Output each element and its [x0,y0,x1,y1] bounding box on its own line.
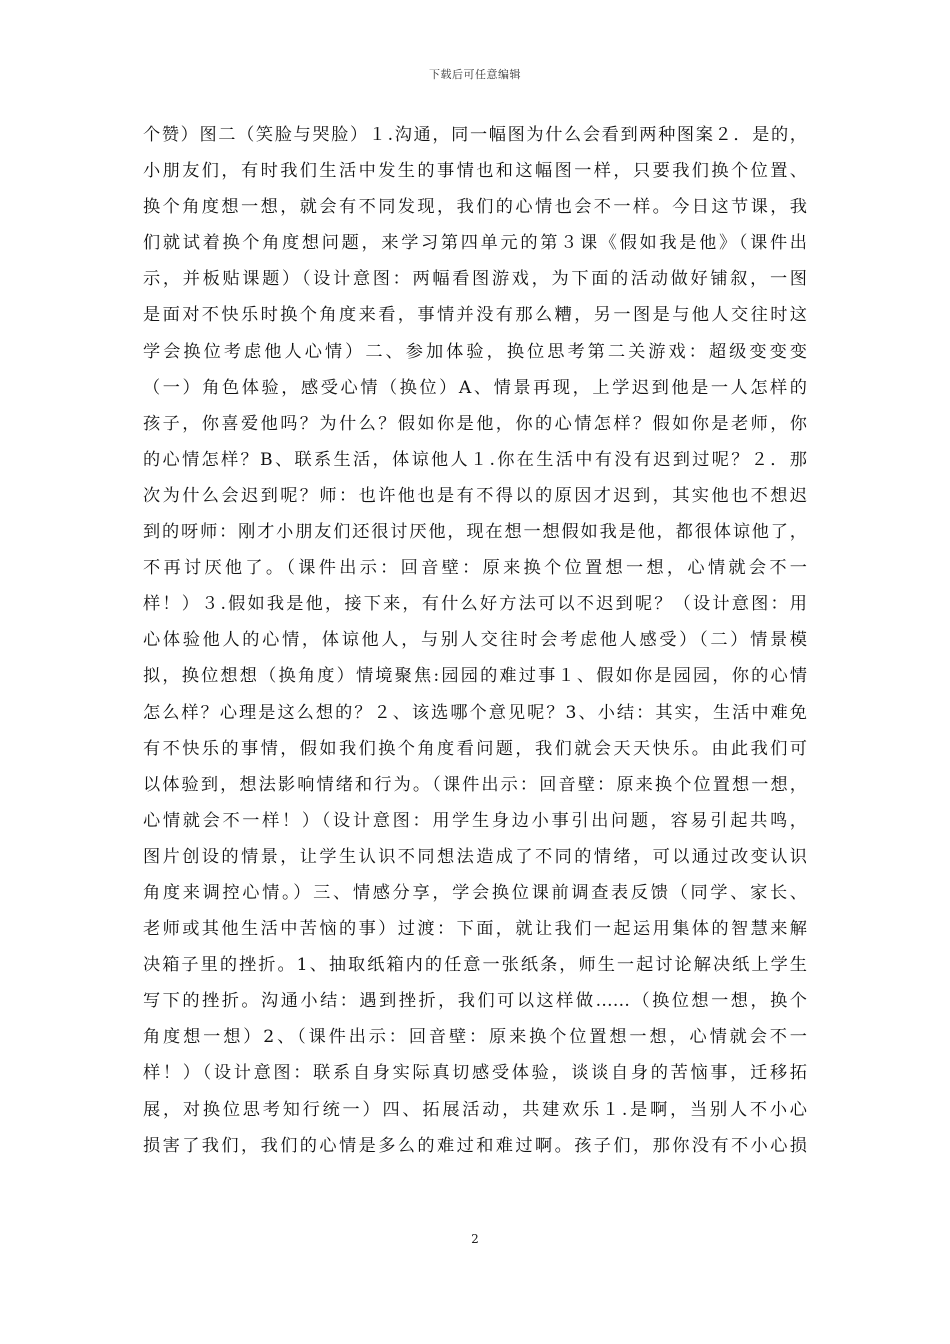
text-line: 孩子，你喜爱他吗？为什么？假如你是他，你的心情怎样？假如你是老师，你 [143,413,807,434]
text-line: 心情就会不一样！）（设计意图：用学生身边小事引出问题，容易引起共鸣， [143,810,807,831]
text-line: 怎么样？心理是这么想的？２、该选哪个意见呢？3、小结：其实，生活中难免 [143,702,807,723]
text-line: 学会换位考虑他人心情）二、参加体验，换位思考第二关游戏：超级变变变 [143,341,807,362]
text-line: 有不快乐的事情，假如我们换个角度看问题，我们就会天天快乐。由此我们可 [143,738,807,759]
text-line: 到的呀师：刚才小朋友们还很讨厌他，现在想一想假如我是他，都很体谅他了， [143,522,807,543]
text-line: 们就试着换个角度想问题，来学习第四单元的第３课《假如我是他》（课件出 [143,233,807,254]
text-line: 以体验到，想法影响情绪和行为。（课件出示：回音壁：原来换个位置想一想， [143,774,807,795]
text-line: 的心情怎样？B、联系生活，体谅他人１.你在生活中有没有迟到过呢？２．那 [143,449,807,470]
text-line: 心体验他人的心情，体谅他人，与别人交往时会考虑他人感受）（二）情景模 [143,630,807,651]
text-line: 示，并板贴课题）（设计意图：两幅看图游戏，为下面的活动做好铺叙，一图 [143,269,807,290]
text-line: 小朋友们，有时我们生活中发生的事情也和这幅图一样，只要我们换个位置、 [143,161,807,182]
text-line: （一）角色体验，感受心情（换位）A、情景再现，上学迟到他是一人怎样的 [143,377,807,398]
text-line: 决箱子里的挫折。1、抽取纸箱内的任意一张纸条，师生一起讨论解决纸上学生 [143,955,807,976]
text-line: 图片创设的情景，让学生认识不同想法造成了不同的情绪，可以通过改变认识 [143,846,807,867]
page-number: 2 [471,1232,479,1246]
text-line: 是面对不快乐时换个角度来看，事情并没有那么糟，另一图是与他人交往时这 [143,305,807,326]
text-line: 不再讨厌他了。（课件出示：回音壁：原来换个位置想一想，心情就会不一 [143,558,807,579]
text-line: 角度想一想）2、（课件出示：回音壁：原来换个位置想一想，心情就会不一 [143,1027,807,1048]
text-line: 展，对换位思考知行统一）四、拓展活动，共建欢乐１.是啊，当别人不小心 [143,1099,807,1120]
text-line: 写下的挫折。沟通小结：遇到挫折，我们可以这样做……（换位想一想，换个 [143,991,807,1012]
text-line: 样！）（设计意图：联系自身实际真切感受体验，谈谈自身的苦恼事，迁移拓 [143,1063,807,1084]
text-line: 个赞）图二（笑脸与哭脸）１.沟通，同一幅图为什么会看到两种图案２．是的， [143,125,807,145]
page-header: 下载后可任意编辑 [429,68,521,81]
text-line: 角度来调控心情。）三、情感分享，学会换位课前调查表反馈（同学、家长、 [143,882,807,903]
text-line: 换个角度想一想，就会有不同发现，我们的心情也会不一样。今日这节课，我 [143,197,807,218]
text-line: 拟，换位想想（换角度）情境聚焦:园园的难过事１、假如你是园园，你的心情 [143,666,807,687]
text-line: 损害了我们，我们的心情是多么的难过和难过啊。孩子们，那你没有不小心损 [143,1135,807,1156]
body-text [143,117,807,1164]
text-line: 老师或其他生活中苦恼的事）过渡：下面，就让我们一起运用集体的智慧来解 [143,919,807,940]
text-line: 次为什么会迟到呢？师：也许他也是有不得以的原因才迟到，其实他也不想迟 [143,485,807,506]
text-line: 样！）３.假如我是他，接下来，有什么好方法可以不迟到呢？（设计意图：用 [143,594,807,615]
